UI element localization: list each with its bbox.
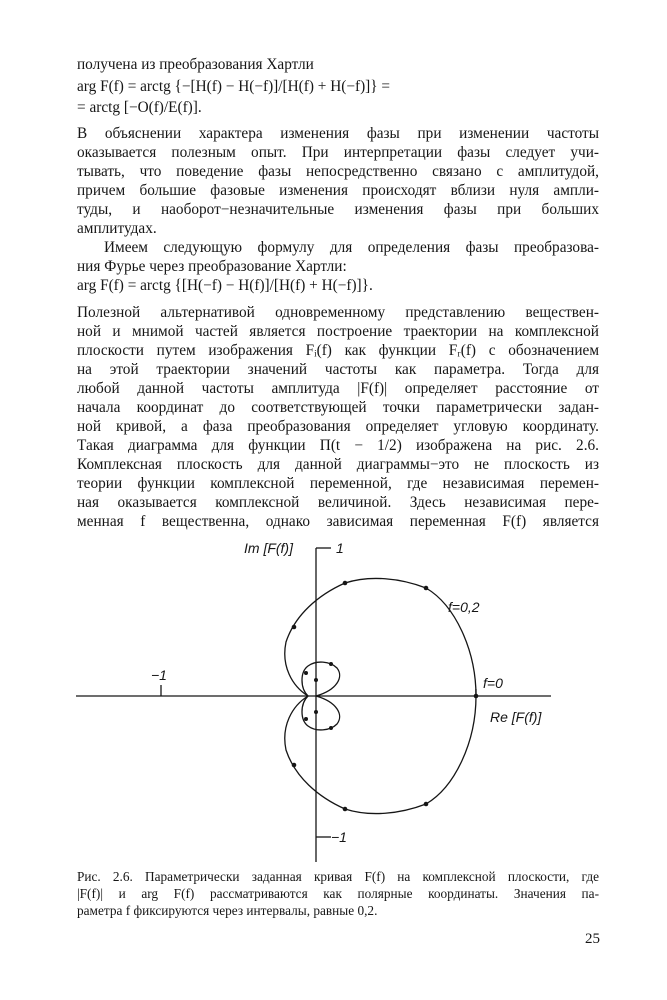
- param-point: [314, 710, 318, 714]
- param-point: [329, 726, 333, 730]
- text-line: Полезной альтернативой одновременному представлению веществен-: [77, 304, 599, 321]
- param-point: [424, 586, 429, 591]
- text-line: оказывается полезным опыт. При интерпретации фазы следует учи-: [77, 144, 599, 161]
- text-line: туды, и наоборот−незначительные изменения фазы при больших: [77, 201, 599, 218]
- text-line: тывать, что поведение фазы непосредственно связано с амплитудой,: [77, 163, 599, 180]
- param-point: [292, 625, 297, 630]
- param-point: [292, 763, 297, 768]
- text-line: ной кривой, а фаза преобразования определяет угловую координату.: [77, 418, 599, 435]
- caption-line: |F(f)| и arg F(f) рассматриваются как полярные координаты. Значения па-: [77, 886, 599, 901]
- param-point: [343, 807, 348, 812]
- text-line: начала координат до соответствующей точки параметрически задан-: [77, 399, 599, 416]
- text-line: Такая диаграмма для функции Π(t − 1/2) изображена на рис. 2.6.: [77, 437, 599, 454]
- param-point: [474, 694, 479, 699]
- text-line: Имеем следующую формулу для определения фазы преобразова-: [104, 239, 599, 256]
- text-line: Комплексная плоскость для данной диаграммы−это не плоскость из: [77, 456, 599, 473]
- formula-1-line-2: = arctg [−O(f)/E(f)].: [77, 99, 202, 116]
- text-line: В объяснении характера изменения фазы при изменении частоты: [77, 125, 599, 142]
- tick-label-left: −1: [151, 667, 167, 683]
- text-line: причем большие фазовые изменения происходят вблизи нуля ампли-: [77, 182, 599, 199]
- param-point: [304, 671, 308, 675]
- formula-1-line-1: arg F(f) = arctg {−[H(f) − H(−f)]/[H(f) + H(−f)]} =: [77, 78, 391, 95]
- imaginary-axis-label: Im [F(f)]: [244, 540, 293, 556]
- text-line: ной и мнимой частей является построение траектории на комплексной: [77, 323, 599, 340]
- param-point: [343, 581, 348, 586]
- text-line: ния Фурье через преобразование Хартли:: [77, 258, 347, 275]
- curve-lower-inner: [302, 696, 340, 730]
- tick-label-bottom: −1: [331, 829, 347, 845]
- tick-label-top: 1: [336, 540, 344, 556]
- text-line: менная f вещественна, однако зависимая переменная F(f) является: [77, 513, 599, 530]
- caption-line: Рис. 2.6. Параметрически заданная кривая F(f) на комплексной плоскости, где: [77, 869, 599, 884]
- caption-line: раметра f фиксируются через интервалы, равные 0,2.: [77, 903, 378, 918]
- text-line: теории функции комплексной переменной, где независимая перемен-: [77, 475, 599, 492]
- text-line: амплитудах.: [77, 220, 157, 237]
- text-line: любой данной частоты амплитуда |F(f)| определяет расстояние от: [77, 380, 599, 397]
- label-f-0: f=0: [483, 675, 503, 691]
- curve-upper-inner: [302, 662, 340, 696]
- param-point: [329, 662, 333, 666]
- param-point: [304, 717, 308, 721]
- text-line: плоскости путем изображения Fᵢ(f) как функции Fᵣ(f) с обозначением: [77, 342, 599, 359]
- label-f-0-2: f=0,2: [448, 599, 480, 615]
- text-line: получена из преобразования Хартли: [77, 56, 314, 73]
- curve-lower-outer: [285, 696, 476, 814]
- text-line: ная оказывается комплексной величиной. Здесь независимая пере-: [77, 494, 599, 511]
- figure-complex-plane: [0, 530, 667, 870]
- param-point: [424, 802, 429, 807]
- curve-upper-outer: [285, 578, 476, 696]
- param-point: [314, 678, 318, 682]
- real-axis-label: Re [F(f)]: [490, 709, 542, 725]
- formula-2: arg F(f) = arctg {[H(−f) − H(f)]/[H(f) + H(−f)]}.: [77, 277, 373, 294]
- text-line: на этой траектории значений частоты как параметра. Тогда для: [77, 361, 599, 378]
- page-number: 25: [585, 931, 600, 947]
